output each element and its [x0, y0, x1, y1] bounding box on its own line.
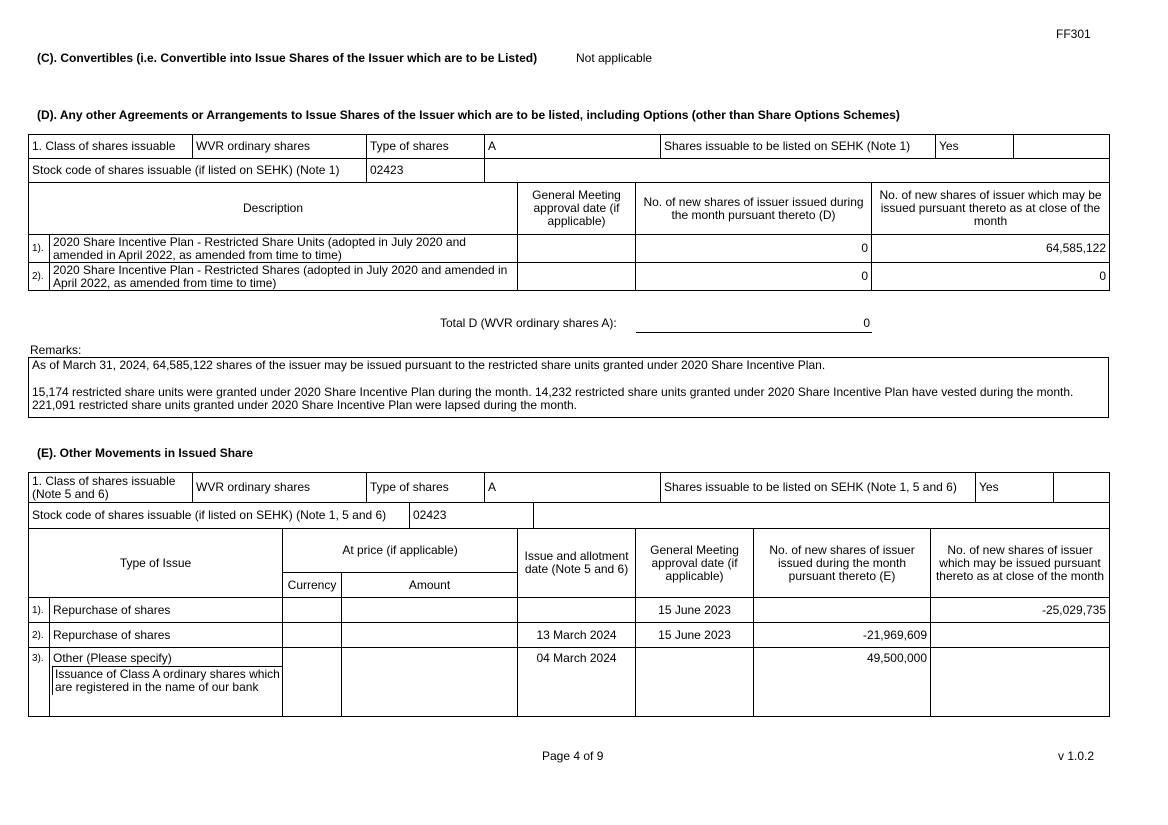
d-stock-code-label: Stock code of shares issuable (if listed on SEHK) (Note 1) [29, 159, 367, 183]
d-listed-value: Yes [936, 135, 1014, 159]
d-empty-cell [1014, 135, 1110, 159]
e-stock-code-label: Stock code of shares issuable (if listed on SEHK) (Note 1, 5 and 6) [29, 503, 410, 529]
d-header-may-issue: No. of new shares of issuer which may be issued pursuant thereto as at close of the month [872, 183, 1110, 235]
row-issued: 0 [636, 235, 872, 263]
row-gm-date [518, 235, 636, 263]
row-gm-date: 15 June 2023 [636, 598, 754, 623]
row-type: Repurchase of shares [50, 623, 283, 648]
e-header-type-of-issue: Type of Issue [29, 529, 283, 598]
total-d-value: 0 [863, 316, 870, 330]
e-listed-label: Shares issuable to be listed on SEHK (Note 1, 5 and 6) [661, 473, 976, 503]
row-issued: 49,500,000 [754, 648, 931, 717]
row-amount [342, 623, 518, 648]
table-row [29, 235, 1110, 263]
d-type-label: Type of shares [367, 135, 485, 159]
row-description: 2020 Share Incentive Plan - Restricted Share Units (adopted in July 2020 and amended in April 2022, as amended from time to time) [50, 235, 518, 263]
page-number: Page 4 of 9 [542, 749, 604, 763]
remarks-label: Remarks: [30, 343, 82, 357]
row-description: 2020 Share Incentive Plan - Restricted Shares (adopted in July 2020 and amended in April 2022, as amended from time to time) [50, 263, 518, 291]
remarks-box [28, 357, 1109, 418]
total-d-underline [636, 332, 872, 333]
e-listed-value: Yes [976, 473, 1054, 503]
row-issue-date: 04 March 2024 [518, 648, 636, 717]
row-gm-date [518, 263, 636, 291]
section-d-table [28, 182, 1110, 291]
row-issue-date [518, 598, 636, 623]
table-row [29, 263, 1110, 291]
section-c-value: Not applicable [576, 51, 653, 65]
row-currency [283, 623, 342, 648]
row-number: 2). [29, 263, 50, 291]
row-may-issue: -25,029,735 [931, 598, 1110, 623]
row-issue-date: 13 March 2024 [518, 623, 636, 648]
e-header-issued: No. of new shares of issuer issued during the month pursuant thereto (E) [754, 529, 931, 598]
section-d-header-table [28, 134, 1110, 183]
row-gm-date: 15 June 2023 [636, 623, 754, 648]
table-row [29, 623, 1110, 648]
row-may-issue [931, 623, 1110, 648]
row-gm-date [636, 648, 754, 717]
d-class-value: WVR ordinary shares [193, 135, 367, 159]
row-type-cell [50, 648, 283, 717]
e-header-at-price: At price (if applicable) [283, 529, 518, 573]
row-currency [283, 598, 342, 623]
row-specify-box: Issuance of Class A ordinary shares which are registered in the name of our bank [52, 666, 283, 695]
section-d-title: (D). Any other Agreements or Arrangements to Issue Shares of the Issuer which are to be listed, including Options (other than Share Options Schemes) [37, 108, 900, 122]
e-header-issue-date: Issue and allotment date (Note 5 and 6) [518, 529, 636, 598]
row-currency [283, 648, 342, 717]
row-issued [754, 598, 931, 623]
e-stock-code-value: 02423 [410, 503, 534, 529]
row-type: Other (Please specify) [53, 651, 172, 665]
section-e-table [28, 528, 1110, 717]
row-type: Repurchase of shares [50, 598, 283, 623]
table-row [29, 598, 1110, 623]
d-header-issued: No. of new shares of issuer issued during the month pursuant thereto (D) [636, 183, 872, 235]
e-class-value: WVR ordinary shares [193, 473, 367, 503]
e-header-amount: Amount [342, 573, 518, 598]
e-header-gm-date: General Meeting approval date (if applicable) [636, 529, 754, 598]
row-may-issue [931, 648, 1110, 717]
row-amount [342, 598, 518, 623]
d-header-description: Description [29, 183, 518, 235]
row-number: 3). [29, 648, 50, 717]
section-e-title: (E). Other Movements in Issued Share [37, 446, 254, 460]
remarks-spacer [32, 372, 1105, 386]
d-listed-label: Shares issuable to be listed on SEHK (Note 1) [661, 135, 936, 159]
e-type-value: A [485, 473, 661, 503]
row-number: 1). [29, 598, 50, 623]
total-d-label: Total D (WVR ordinary shares A): [440, 316, 617, 330]
d-stock-code-blank [485, 159, 1110, 183]
e-stock-code-blank [534, 503, 1110, 529]
section-c-title: (C). Convertibles (i.e. Convertible into Issue Shares of the Issuer which are to be Listed) [37, 51, 538, 65]
row-may-issue: 64,585,122 [872, 235, 1110, 263]
table-row [29, 648, 1110, 717]
d-stock-code-value: 02423 [367, 159, 485, 183]
row-number: 2). [29, 623, 50, 648]
section-e-header-table [28, 472, 1110, 503]
remarks-paragraph: As of March 31, 2024, 64,585,122 shares of the issuer may be issued pursuant to the restricted share units granted under 2020 Share Incentive Plan. [32, 358, 826, 372]
e-header-may-issue: No. of new shares of issuer which may be issued pursuant thereto as at close of the month [931, 529, 1110, 598]
remarks-paragraph: 15,174 restricted share units were granted under 2020 Share Incentive Plan during the month. 14,232 restricted share units granted under 2020 Share Incentive Plan have vested during the month. 221,091 restricted share units granted under 2020 Share Incentive Plan were lapsed during the month. [32, 385, 1074, 412]
e-empty-cell [1054, 473, 1110, 503]
e-type-label: Type of shares [367, 473, 485, 503]
row-may-issue: 0 [872, 263, 1110, 291]
d-header-gm-date: General Meeting approval date (if applicable) [518, 183, 636, 235]
form-code: FF301 [1056, 27, 1091, 41]
version: v 1.0.2 [1058, 749, 1095, 763]
e-class-label: 1. Class of shares issuable (Note 5 and 6) [29, 473, 193, 503]
row-amount [342, 648, 518, 717]
d-class-label: 1. Class of shares issuable [29, 135, 193, 159]
e-header-currency: Currency [283, 573, 342, 598]
d-type-value: A [485, 135, 661, 159]
row-number: 1). [29, 235, 50, 263]
section-e-stock-table [28, 502, 1110, 529]
row-issued: 0 [636, 263, 872, 291]
row-issued: -21,969,609 [754, 623, 931, 648]
